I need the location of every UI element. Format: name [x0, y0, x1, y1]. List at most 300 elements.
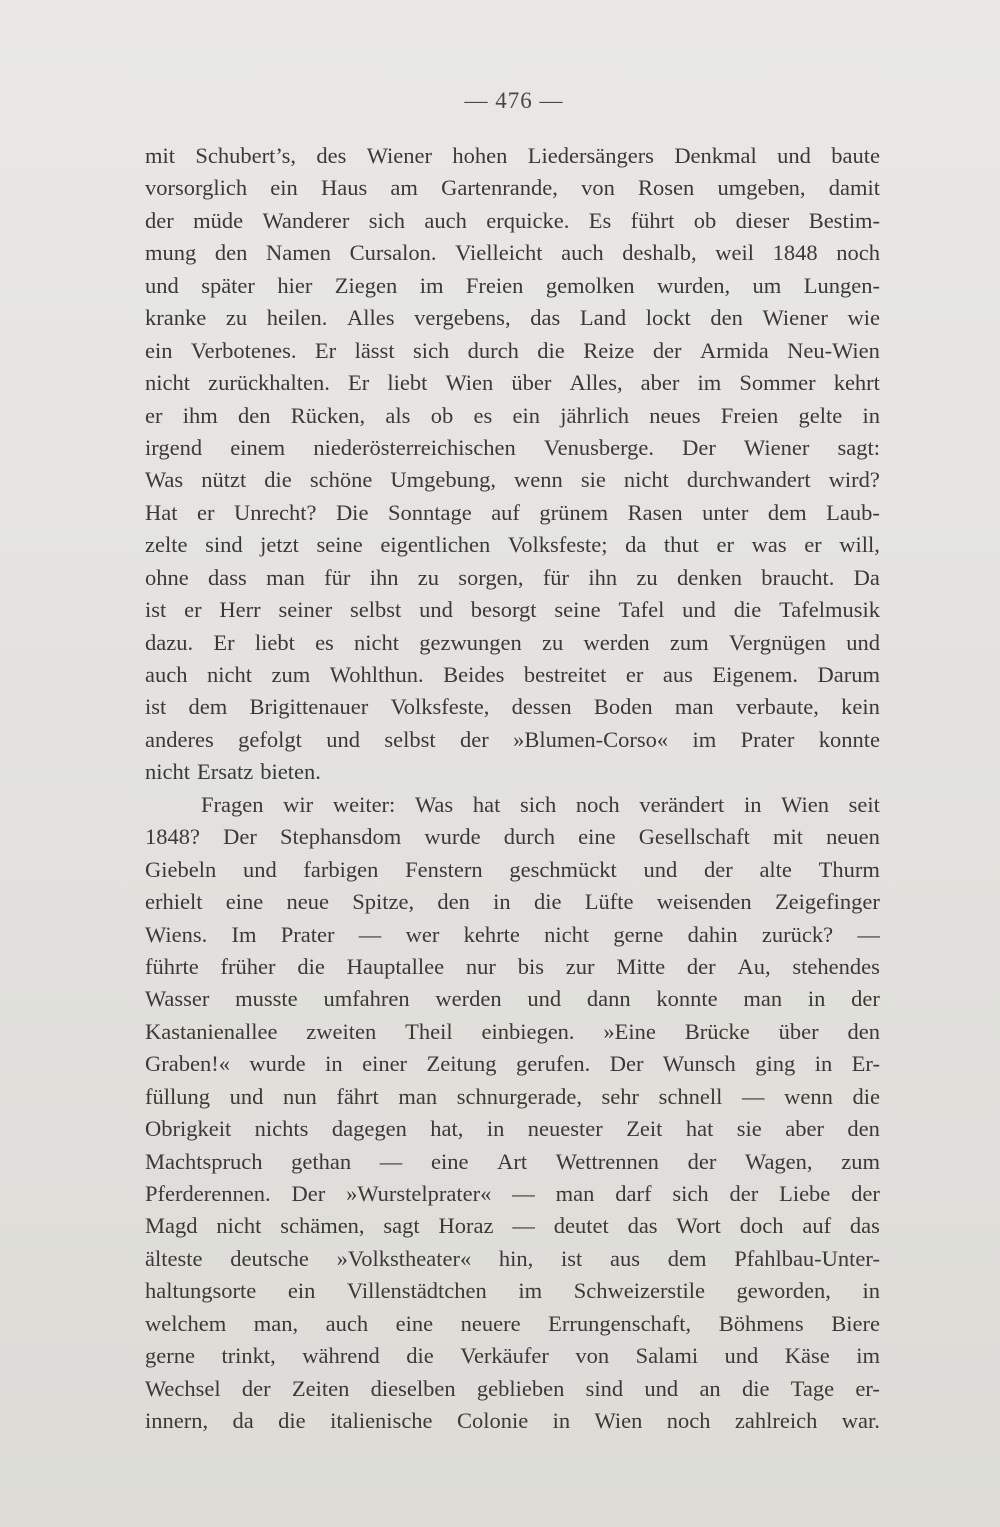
word: damit [828, 175, 880, 201]
word: durch [503, 824, 555, 850]
word: seiner [278, 597, 333, 623]
word: weil [715, 240, 754, 266]
word: Zeigefinger [774, 889, 880, 915]
word: Wien [781, 791, 829, 817]
word: wurden, [656, 272, 731, 298]
word: Tafelmusik [779, 597, 880, 623]
word: er [804, 532, 822, 558]
word: Eigenem. [712, 662, 798, 687]
word: Böhmens [718, 1310, 804, 1336]
word: — [742, 1083, 765, 1109]
word: Wechsel [145, 1375, 221, 1401]
word: Wien [594, 1408, 643, 1434]
word: müde [193, 207, 244, 233]
word: Wagen, [745, 1148, 813, 1174]
word: aus [610, 1245, 641, 1271]
word: neue [286, 889, 329, 915]
word: er- [855, 1375, 880, 1401]
word: die [733, 597, 762, 623]
word: ein [512, 402, 540, 428]
word: Prater [280, 921, 335, 947]
word: es [315, 629, 334, 655]
word: Wort [676, 1213, 721, 1239]
word: nicht [216, 1213, 262, 1239]
word: Wiens. [145, 921, 208, 947]
word: selbst [350, 597, 402, 623]
text-line [145, 594, 880, 626]
text-line [145, 302, 880, 334]
word: auf [491, 499, 520, 525]
word: grünem [539, 499, 609, 525]
text-line [145, 237, 880, 269]
word: Stephansdom [279, 824, 402, 850]
word: Tafel [618, 597, 665, 623]
word: später [201, 272, 255, 298]
word: gemolken [545, 272, 635, 298]
word: weisenden [656, 889, 752, 915]
word: Unrecht? [233, 499, 317, 525]
word: innern, [145, 1408, 209, 1434]
word: Alles [347, 305, 395, 331]
word: ein [287, 1278, 316, 1304]
word: Pferderennen. [145, 1181, 271, 1206]
word: braucht. [761, 564, 835, 590]
word: und [724, 1343, 759, 1369]
word: hin, [498, 1245, 534, 1271]
word: Brücke [684, 1018, 750, 1044]
word: Gesellschaft [638, 824, 750, 850]
word: Darum [817, 662, 880, 687]
word: von [575, 1343, 610, 1369]
word: Wien [445, 370, 494, 396]
word: dagegen [331, 1116, 407, 1142]
word: und [644, 1375, 679, 1401]
word: wurde [249, 1051, 306, 1077]
word: deutet [553, 1213, 609, 1239]
word: man, [253, 1310, 299, 1336]
word: »Blumen-Corso« [513, 726, 669, 752]
word: sagt: [837, 434, 880, 460]
word: sind [205, 532, 243, 558]
word: auch [145, 662, 188, 687]
word: wie [847, 305, 880, 331]
word: nicht [145, 370, 190, 396]
text-line [145, 367, 880, 399]
word: sie [580, 467, 606, 493]
word: zum [669, 629, 709, 655]
word: dem [767, 499, 807, 525]
word: seine [316, 532, 363, 558]
word: hat [685, 1116, 714, 1142]
word: seit [848, 791, 880, 817]
word: dieselben [370, 1375, 456, 1401]
word: ist [145, 597, 167, 623]
word: Machtspruch [145, 1148, 263, 1174]
word: ging [755, 1051, 796, 1077]
word: er [716, 532, 734, 558]
word: ihn [369, 564, 399, 590]
word: Art [497, 1148, 528, 1174]
word: weiter: [332, 791, 396, 817]
word: Salami [635, 1343, 699, 1369]
word: Lungen- [803, 272, 880, 298]
word: »Volkstheater« [336, 1245, 472, 1271]
word: gezwungen [419, 629, 522, 655]
word: Herr [219, 597, 261, 623]
word: hat, [430, 1116, 464, 1142]
word: hat [472, 791, 501, 817]
word: Fragen [201, 791, 264, 817]
word: da [232, 1408, 254, 1434]
body-text [145, 140, 880, 1438]
word: Wasser [145, 986, 210, 1012]
word: ein [145, 337, 173, 363]
word: Mitte [616, 953, 666, 979]
word: seine [554, 597, 601, 623]
word: und [527, 986, 562, 1012]
word: sehr [601, 1083, 640, 1109]
word: werden [435, 986, 502, 1012]
word: Ersatz [197, 759, 254, 785]
word: gerne [613, 921, 664, 947]
word: auf [802, 1213, 832, 1239]
word: der [703, 856, 733, 882]
word: musste [235, 986, 298, 1012]
word: — [512, 1213, 535, 1239]
word: liebt [387, 370, 428, 396]
word: Er- [851, 1051, 880, 1077]
word: Die [335, 499, 369, 525]
text-line [145, 919, 880, 951]
word: Schubert’s, [195, 143, 296, 168]
word: als [385, 402, 411, 428]
word: niederösterreichischen [313, 434, 516, 460]
word: nicht [145, 759, 190, 785]
word: verändert [639, 791, 725, 817]
word: gerufen. [515, 1051, 591, 1077]
word: erhielt [145, 889, 203, 915]
word: Armida [699, 337, 769, 363]
word: welchem [145, 1310, 227, 1336]
word: Obrigkeit [145, 1116, 232, 1142]
word: Im [231, 921, 257, 947]
word: Prater [740, 726, 795, 752]
word: er [145, 402, 163, 428]
text-line [145, 270, 880, 302]
word: sorgen, [458, 564, 524, 590]
word: eine [430, 1148, 469, 1174]
word: Umgebung, [390, 467, 496, 493]
word: Es [588, 207, 612, 233]
word: man [555, 1181, 595, 1206]
word: für [542, 564, 570, 590]
word: Verkäufer [460, 1343, 549, 1369]
word: den [214, 240, 248, 266]
word: nun [282, 1083, 317, 1109]
word: der [851, 1181, 880, 1206]
word: Liebe [779, 1181, 831, 1206]
word: anderes [145, 726, 214, 752]
word: eine [395, 1310, 434, 1336]
word: kehrte [463, 921, 520, 947]
word: Rücken, [290, 402, 366, 428]
word: mit [773, 824, 804, 850]
word: — [379, 1148, 403, 1174]
word: — [358, 921, 382, 947]
word: für [324, 564, 351, 590]
word: schämen, [280, 1213, 365, 1239]
word: besorgt [470, 597, 537, 623]
word: es [473, 402, 493, 428]
word: Reize [583, 337, 635, 363]
word: will, [839, 532, 880, 558]
word: aber [640, 370, 680, 396]
word: selbst [384, 726, 436, 752]
word: in [862, 1278, 880, 1304]
text-line [145, 789, 880, 821]
word: Hauptallee [346, 953, 445, 979]
text-line [145, 335, 880, 367]
word: dann [586, 986, 631, 1012]
word: dessen [511, 694, 572, 720]
word: durchwandert [686, 467, 811, 493]
word: »Wurstelprater« [346, 1181, 492, 1206]
word: lockt [645, 305, 691, 331]
word: man [266, 564, 305, 590]
word: in [552, 1408, 571, 1434]
word: thut [663, 532, 699, 558]
word: nicht [544, 921, 590, 947]
word: füllung [145, 1083, 210, 1109]
word: schnurgerade, [456, 1083, 582, 1109]
text-line [145, 951, 880, 983]
word: »Eine [603, 1018, 656, 1044]
word: der [145, 207, 174, 233]
word: nicht [623, 467, 669, 493]
word: Magd [145, 1213, 198, 1239]
word: die [741, 1375, 770, 1401]
word: ist [145, 694, 167, 720]
text-line [145, 854, 880, 886]
text-line [145, 432, 880, 464]
word: dem [667, 1245, 707, 1271]
word: Thurm [818, 856, 880, 882]
word: und [682, 597, 716, 623]
word: über [511, 370, 552, 396]
word: farbigen [303, 856, 379, 882]
word: zu [225, 305, 248, 331]
word: und [419, 597, 453, 623]
word: Vielleicht [455, 240, 543, 266]
word: Sommer [739, 370, 816, 396]
word: er [625, 662, 644, 687]
text-line [145, 140, 880, 172]
word: neuere [460, 1310, 521, 1336]
word: zurück? [761, 921, 834, 947]
word: Schweizerstile [573, 1278, 705, 1304]
word: wir [283, 791, 314, 817]
word: dem [188, 694, 228, 720]
word: den [847, 1116, 880, 1142]
word: Graben!« [145, 1051, 230, 1077]
word: geblieben [476, 1375, 565, 1401]
text-line [145, 1405, 880, 1437]
word: gelte [798, 402, 843, 428]
word: Volksfeste, [390, 694, 490, 720]
word: ihm [182, 402, 218, 428]
word: da [625, 532, 647, 558]
text-line [145, 1210, 880, 1242]
text-line [145, 464, 880, 496]
word: zu [636, 564, 658, 590]
word: einem [230, 434, 286, 460]
word: die [852, 1083, 880, 1109]
word: der [687, 1148, 717, 1174]
word: umfahren [323, 986, 410, 1012]
word: ihn [588, 564, 618, 590]
word: vorsorglich [145, 175, 248, 201]
word: sich [520, 791, 557, 817]
word: der [459, 726, 489, 752]
word: hohen [452, 143, 508, 168]
word: der [652, 337, 682, 363]
word: Wettrennen [555, 1148, 659, 1174]
word: von [581, 175, 615, 201]
word: hier [277, 272, 313, 298]
word: Colonie [456, 1408, 529, 1434]
text-line [145, 562, 880, 594]
word: Wanderer [262, 207, 350, 233]
word: haltungsorte [145, 1278, 257, 1304]
word: sich [412, 337, 450, 363]
text-line [145, 529, 880, 561]
word: heilen. [266, 305, 328, 331]
word: Giebeln [145, 856, 217, 882]
word: Sonntage [387, 499, 472, 525]
word: einer [362, 1051, 408, 1077]
word: im [856, 1343, 880, 1369]
word: werden [583, 629, 650, 655]
word: konnte [656, 986, 718, 1012]
page-number: — 476 — [464, 88, 564, 113]
word: Was [145, 467, 184, 493]
word: sind [585, 1375, 624, 1401]
word: alte [759, 856, 792, 882]
word: Freien [465, 272, 524, 298]
word: Kastanienallee [145, 1018, 278, 1044]
word: ob [430, 402, 454, 428]
word: nützt [201, 467, 247, 493]
word: man [743, 986, 783, 1012]
word: Fenstern [405, 856, 483, 882]
word: und [242, 856, 277, 882]
word: gethan [291, 1148, 352, 1174]
text-line [145, 659, 880, 691]
word: an [699, 1375, 721, 1401]
word: konnte [818, 726, 880, 752]
word: fährt [336, 1083, 379, 1109]
word: durch [467, 337, 519, 363]
word: Venusberge. [543, 434, 655, 460]
word: Beides [443, 662, 505, 687]
word: er [197, 499, 215, 525]
word: den [437, 889, 470, 915]
word: Zeit [626, 1116, 663, 1142]
word: er [184, 597, 202, 623]
word: den [847, 1018, 880, 1044]
word: ob [693, 207, 717, 233]
word: bis [517, 953, 544, 979]
word: Theil [405, 1018, 453, 1044]
word: in [807, 986, 826, 1012]
word: Rasen [627, 499, 683, 525]
word: doch [739, 1213, 784, 1239]
word: und [777, 143, 811, 168]
word: war. [841, 1408, 880, 1434]
word: Zeitung [426, 1051, 497, 1077]
word: auch [325, 1310, 369, 1336]
word: in [325, 1051, 343, 1077]
word: wenn [784, 1083, 833, 1109]
word: Biere [831, 1310, 880, 1336]
word: Der [223, 824, 257, 850]
word: deutsche [230, 1245, 309, 1271]
word: sich [368, 207, 405, 233]
word: in [814, 1051, 833, 1077]
word: stehendes [792, 953, 880, 979]
word: 1848? [145, 824, 200, 850]
word: sie [736, 1116, 762, 1142]
word: Alles, [569, 370, 623, 396]
text-line [145, 627, 880, 659]
word: die [278, 1408, 306, 1434]
word: eine [225, 889, 264, 915]
word: lässt [354, 337, 395, 363]
word: schnell [658, 1083, 723, 1109]
word: mung [145, 240, 197, 266]
word: — [857, 921, 880, 947]
word: Hat [145, 499, 178, 525]
word: trinkt, [221, 1343, 276, 1369]
text-line [145, 400, 880, 432]
word: Vergnügen [728, 629, 826, 655]
word: zum [271, 662, 311, 687]
word: mit [145, 143, 176, 168]
text-line [145, 1243, 880, 1275]
word: der [686, 953, 716, 979]
word: die [406, 1343, 434, 1369]
word: Freien [720, 402, 779, 428]
word: Pfahlbau-Unter- [734, 1245, 880, 1271]
word: verbaute, [735, 694, 819, 720]
word: die [533, 889, 562, 915]
word: Da [853, 564, 880, 590]
word: ist [561, 1245, 583, 1271]
word: zurückhalten. [208, 370, 330, 396]
word: um [752, 272, 782, 298]
word: bestreitet [523, 662, 607, 687]
word: eine [578, 824, 616, 850]
word: liebt [254, 629, 295, 655]
word: in [743, 791, 762, 817]
word: Horaz [438, 1213, 494, 1239]
text-line [145, 724, 880, 756]
word: wer [405, 921, 440, 947]
word: gerne [145, 1343, 195, 1369]
word: Ziegen [334, 272, 398, 298]
word: geworden, [736, 1278, 831, 1304]
word: in [486, 1116, 505, 1142]
